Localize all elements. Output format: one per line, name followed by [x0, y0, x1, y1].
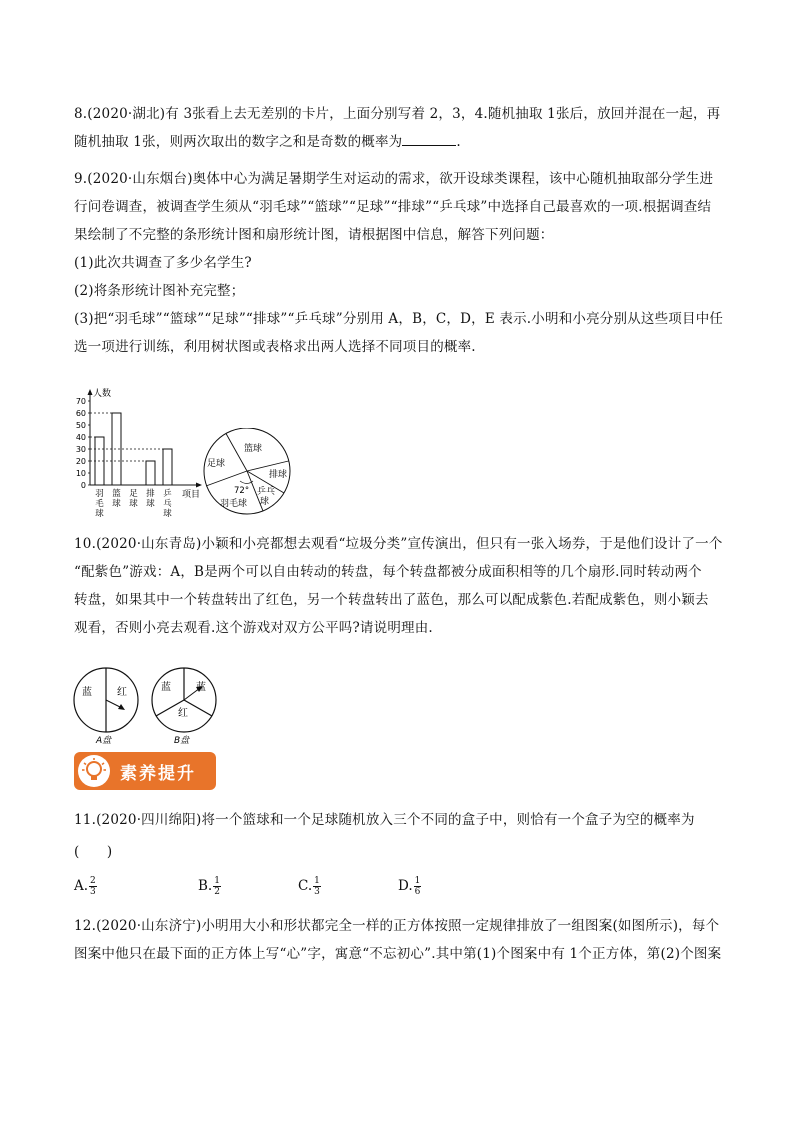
- pie-label-volleyball: 排球: [269, 470, 288, 480]
- q11-line1: 11.(2020·四川绵阳)将一个篮球和一个足球随机放入三个不同的盒子中，则恰有一个盒子为空的概率为: [74, 812, 695, 828]
- x-category-label: 毛: [95, 499, 104, 509]
- spinner-a-svg: [72, 666, 142, 744]
- q9-sub2: (2)将条形统计图补充完整；: [74, 283, 245, 299]
- spinner-a-blue: 蓝: [82, 687, 92, 698]
- fraction: $\frac{2}{3}$: [90, 876, 96, 897]
- q8-line1: 8.(2020·湖北)有 3张看上去无差别的卡片，上面分别写着 2，3，4.随机抽取 1张后，放回并混在一起，再: [74, 106, 721, 122]
- fraction: $\frac{1}{6}$: [414, 876, 421, 897]
- q11-answer-paren: ( ): [74, 844, 113, 860]
- x-axis-label: 项目: [182, 490, 201, 500]
- question-8: [74, 100, 734, 156]
- spinner-b: [148, 666, 220, 748]
- question-12: [74, 912, 734, 968]
- spinner-b-svg: [148, 666, 220, 744]
- lightbulb-icon: [78, 755, 110, 787]
- x-category-label: 篮: [112, 489, 121, 499]
- choice-b[interactable]: B. $\frac{1}{2}$: [198, 876, 220, 897]
- x-category-label: 球: [129, 499, 138, 509]
- y-tick-label: 60: [75, 409, 86, 418]
- pie-label-pingpong-2: 球: [260, 497, 270, 507]
- q10-line1: 10.(2020·山东青岛)小颖和小亮都想去观看“垃圾分类”宣传演出，但只有一张入场券，于是他们设计了一个: [74, 536, 723, 552]
- q9-sub3-line2: 选一项进行训练，利用树状图或表格求出两人选择不同项目的概率.: [74, 339, 476, 355]
- spinner-a-red: 红: [117, 687, 127, 698]
- bar-chart: [70, 385, 210, 529]
- question-9: [74, 165, 734, 361]
- y-tick-label: 70: [75, 397, 86, 406]
- x-category-label: 球: [146, 499, 155, 509]
- q9-line1: 9.(2020·山东烟台)奥体中心为满足暑期学生对运动的需求，欲开设球类课程，该中心随机抽取部分学生进: [74, 171, 714, 187]
- q9-sub1: (1)此次共调查了多少名学生?: [74, 255, 252, 271]
- x-category-label: 排: [146, 489, 155, 499]
- spinner-b-blue-right: 蓝: [196, 682, 206, 693]
- y-tick-label: 20: [75, 457, 86, 466]
- x-category-label: 乒: [163, 489, 172, 499]
- y-tick-label: 50: [75, 421, 86, 430]
- y-tick-label: 0: [80, 481, 86, 490]
- section-banner: [74, 752, 216, 790]
- x-category-label: 球: [95, 509, 104, 519]
- choice-c[interactable]: C. $\frac{1}{3}$: [298, 876, 320, 897]
- y-tick-label: 40: [75, 433, 86, 442]
- question-10: [74, 530, 734, 642]
- q10-line4: 观看，否则小亮去观看.这个游戏对双方公平吗?请说明理由.: [74, 620, 433, 636]
- pie-chart-svg: [200, 428, 296, 518]
- pie-chart: [200, 428, 296, 522]
- fraction: $\frac{1}{2}$: [214, 876, 220, 897]
- pie-label-badminton: 羽毛球: [220, 499, 248, 509]
- q12-line1: 12.(2020·山东济宁)小明用大小和形状都完全一样的正方体按照一定规律排放了一组图案(如图所示)，每个: [74, 918, 720, 934]
- pie-label-football: 足球: [207, 459, 226, 469]
- q12-line2: 图案中他只在最下面的正方体上写“心”字，寓意“不忘初心”.其中第(1)个图案中有 1个正方体，第(2)个图案: [74, 946, 722, 962]
- q9-sub3-line1: (3)把“羽毛球”“篮球”“足球”“排球”“乒乓球”分别用 A，B，C，D，E 表示.小明和小亮分别从这些项目中任: [74, 311, 724, 327]
- bar-chart-svg: [70, 385, 210, 525]
- bar: [163, 449, 172, 485]
- q9-line2: 行问卷调查，被调查学生须从“羽毛球”“篮球”“足球”“排球”“乒乓球”中选择自己最喜欢的一项.根据调查结: [74, 199, 712, 215]
- y-ticks: [76, 397, 90, 490]
- x-category-label: 足: [129, 489, 138, 499]
- bars: [90, 413, 172, 485]
- q10-line2: “配紫色”游戏：A，B是两个可以自由转动的转盘，每个转盘都被分成面积相等的几个扇形.同时转动两个: [74, 564, 702, 580]
- x-category-label: 羽: [95, 489, 104, 499]
- bar: [146, 461, 155, 485]
- choice-a[interactable]: A. $\frac{2}{3}$: [74, 876, 96, 897]
- q8-line2: 随机抽取 1张，则两次取出的数字之和是奇数的概率为 .: [74, 128, 734, 156]
- spinner-b-red: 红: [178, 708, 188, 719]
- spinner-b-caption: B盘: [174, 736, 190, 744]
- y-axis-arrow: [88, 389, 93, 395]
- fraction: $\frac{1}{3}$: [314, 876, 320, 897]
- x-categories: [95, 488, 172, 519]
- answer-blank[interactable]: [402, 131, 456, 146]
- q9-line3: 果绘制了不完整的条形统计图和扇形统计图，请根据图中信息，解答下列问题：: [74, 227, 554, 243]
- choice-d[interactable]: D. $\frac{1}{6}$: [398, 876, 421, 897]
- x-category-label: 球: [163, 509, 172, 519]
- x-category-label: 乓: [163, 499, 172, 509]
- pie-angle-label: 72°: [234, 486, 250, 496]
- pie-label-pingpong-1: 乒乓: [257, 487, 276, 497]
- y-axis-label: 人数: [93, 389, 112, 399]
- question-11: [74, 806, 734, 866]
- spinner-a: [72, 666, 142, 748]
- y-tick-label: 10: [75, 469, 86, 478]
- spinner-b-blue-left: 蓝: [161, 682, 171, 693]
- pie-label-basketball: 篮球: [244, 444, 263, 454]
- x-category-label: 球: [112, 499, 121, 509]
- banner-title: 素养提升: [120, 764, 196, 784]
- y-tick-label: 30: [75, 445, 86, 454]
- spinner-a-caption: A盘: [96, 736, 112, 744]
- q10-line3: 转盘，如果其中一个转盘转出了红色，另一个转盘转出了蓝色，那么可以配成紫色.若配成紫色，则小颖去: [74, 592, 709, 608]
